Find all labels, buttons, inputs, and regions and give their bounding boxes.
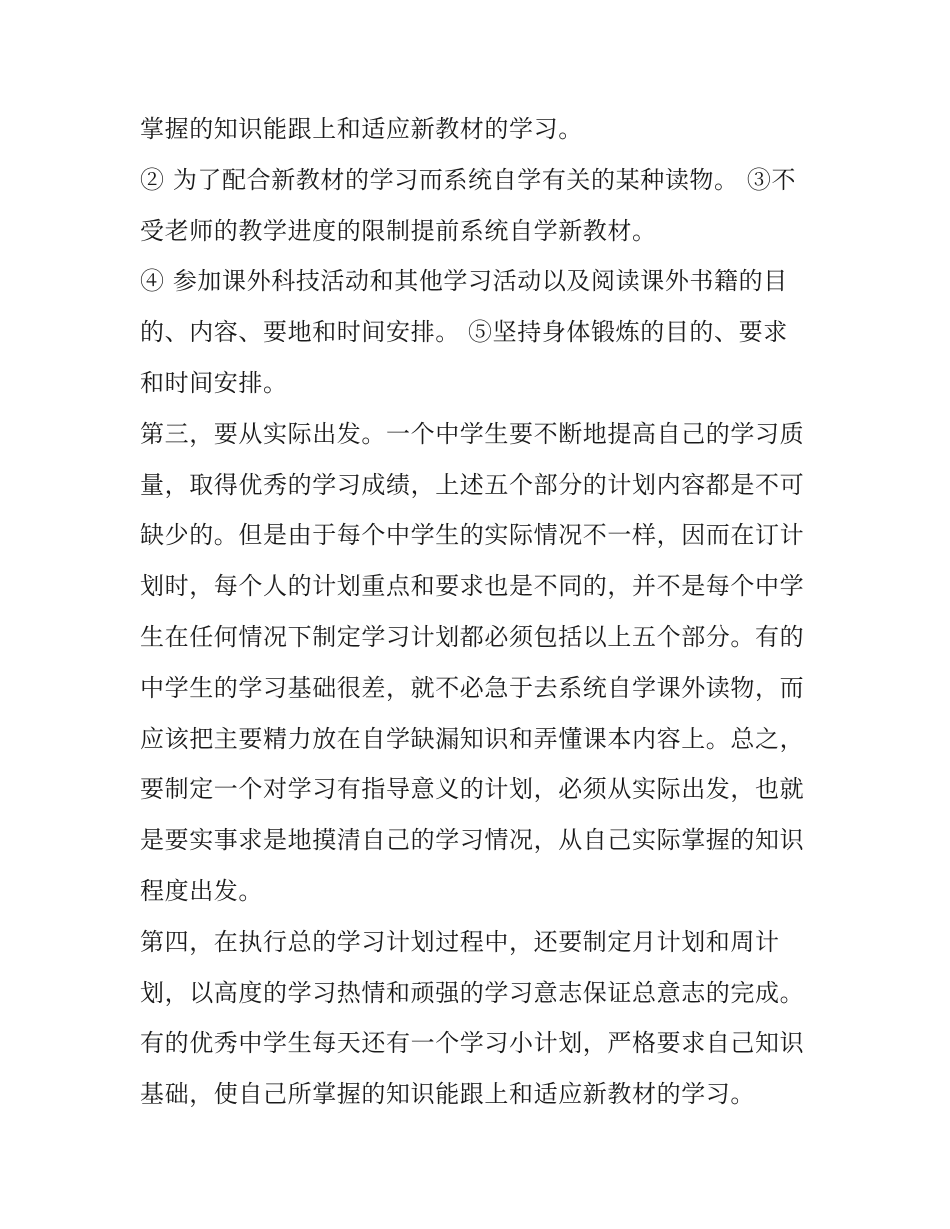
text-line: 量，取得优秀的学习成绩，上述五个部分的计划内容都是不可 (140, 470, 805, 499)
text-line: ④ 参加课外科技活动和其他学习活动以及阅读课外书籍的目 (140, 267, 788, 296)
text-line: 中学生的学习基础很差，就不必急于去系统自学课外读物，而 (140, 673, 805, 702)
text-line: 的、内容、要地和时间安排。 ⑤坚持身体锻炼的目的、要求 (140, 318, 788, 347)
text-line: 要制定一个对学习有指导意义的计划，必须从实际出发，也就 (140, 775, 805, 804)
text-line: 掌握的知识能跟上和适应新教材的学习。 (140, 115, 583, 143)
text-line: 和时间安排。 (140, 368, 288, 397)
document-body (140, 104, 820, 1120)
text-line: 基础，使自己所掌握的知识能跟上和适应新教材的学习。 (140, 1080, 755, 1109)
text-line: 受老师的教学进度的限制提前系统自学新教材。 (140, 216, 657, 245)
text-line: 程度出发。 (140, 876, 263, 905)
text-line: 第四，在执行总的学习计划过程中，还要制定月计划和周计 (140, 927, 780, 956)
text-line: 应该把主要精力放在自学缺漏知识和弄懂课本内容上。总之， (140, 724, 805, 753)
text-line: 有的优秀中学生每天还有一个学习小计划，严格要求自己知识 (140, 1029, 805, 1058)
text-line: 生在任何情况下制定学习计划都必须包括以上五个部分。有的 (140, 622, 805, 651)
text-line: ② 为了配合新教材的学习而系统自学有关的某种读物。 ③不 (140, 165, 797, 194)
text-line: 划时，每个人的计划重点和要求也是不同的，并不是每个中学 (140, 572, 805, 601)
text-line: 是要实事求是地摸清自己的学习情况，从自己实际掌握的知识 (140, 826, 805, 855)
text-line: 第三，要从实际出发。一个中学生要不断地提高自己的学习质 (140, 419, 805, 448)
text-line: 划，以高度的学习热情和顽强的学习意志保证总意志的完成。 (140, 978, 805, 1007)
text-line: 缺少的。但是由于每个中学生的实际情况不一样，因而在订计 (140, 521, 805, 550)
